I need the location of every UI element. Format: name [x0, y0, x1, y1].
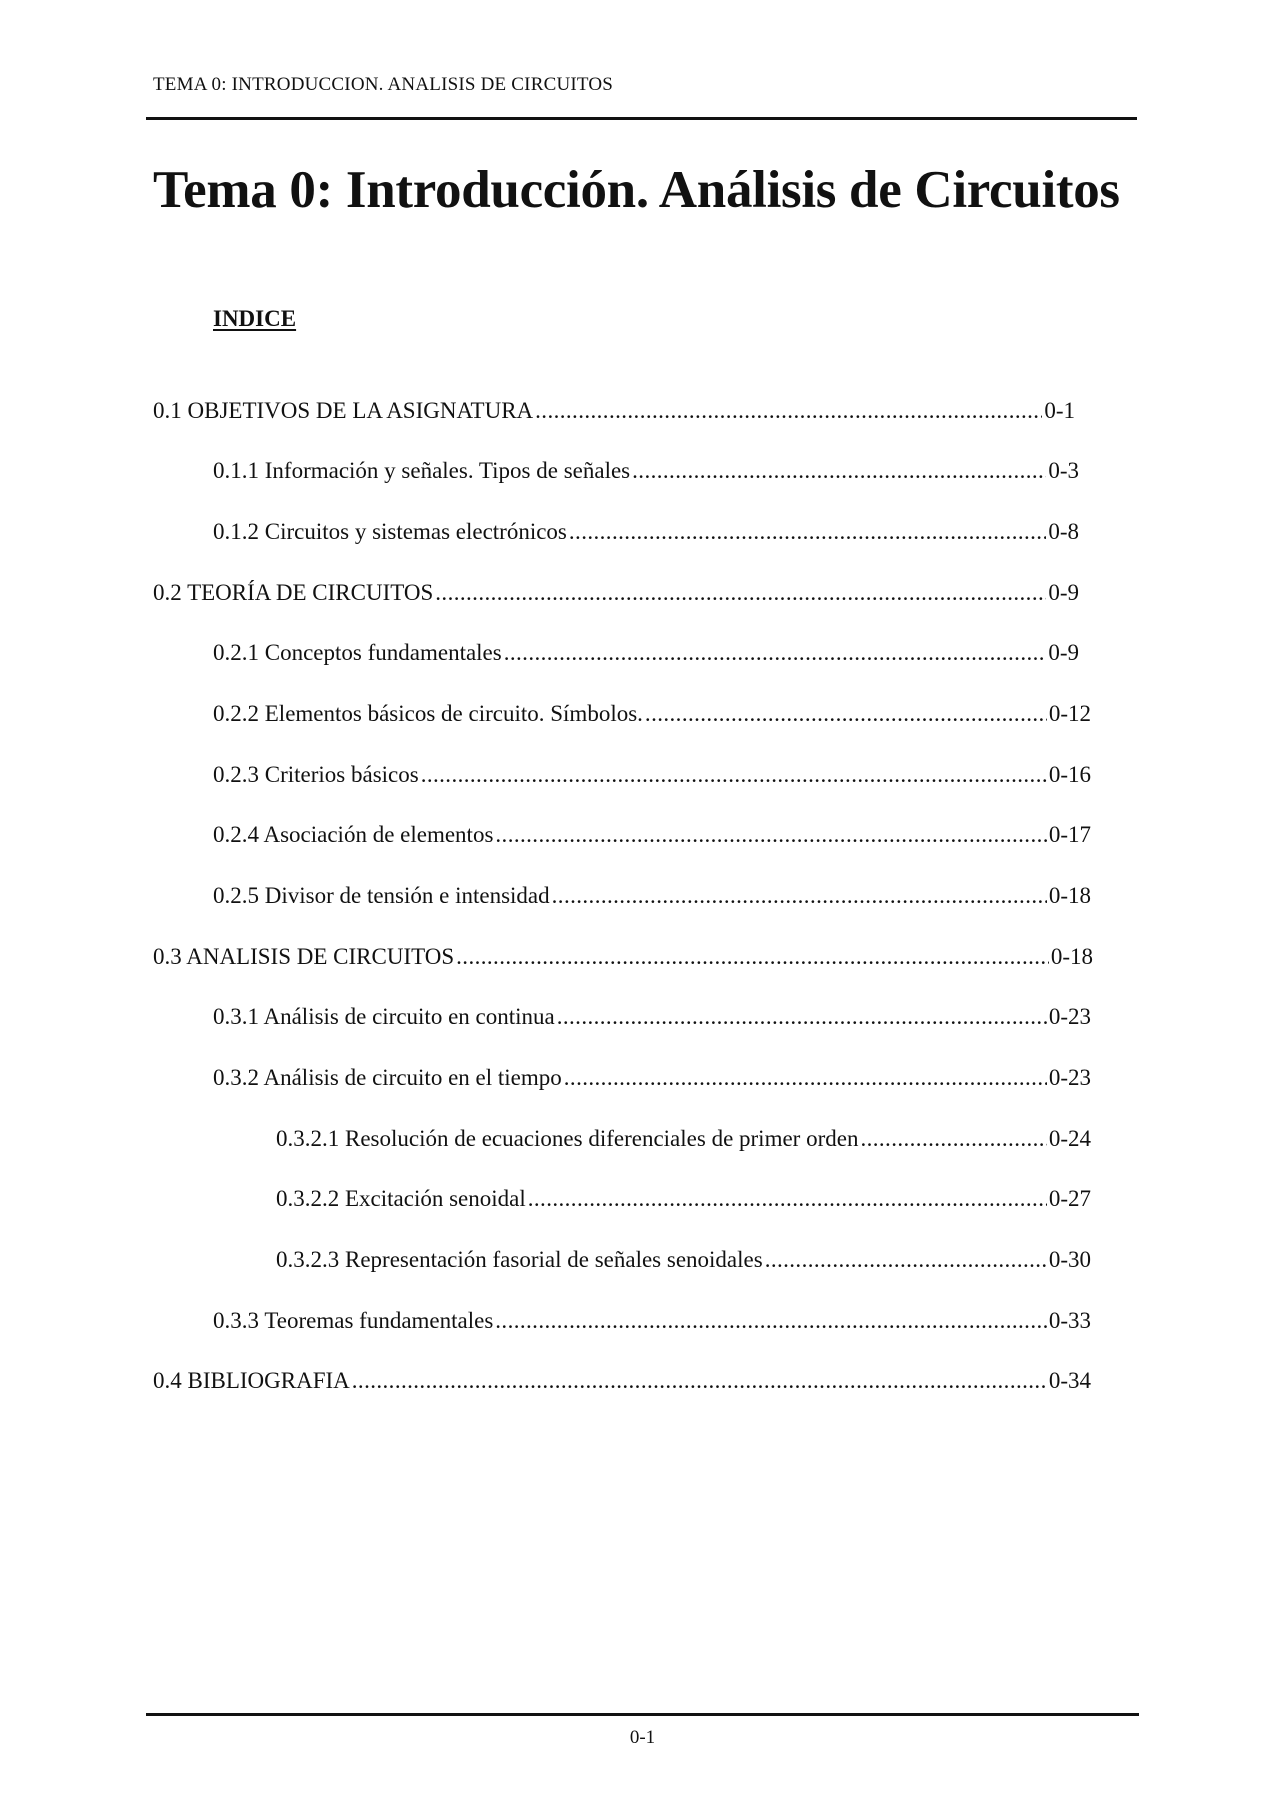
toc-entry-label: 0.3.2.3 Representación fasorial de señales senoidales	[276, 1247, 763, 1272]
page-number: 0-1	[629, 1727, 656, 1748]
toc-entry-0-2-2[interactable]	[213, 701, 1091, 727]
toc-entry-label: 0.1.2 Circuitos y sistemas electrónicos	[213, 519, 567, 544]
toc-entry-page: 0-12	[1048, 701, 1091, 726]
toc-entry-0-3-2[interactable]	[213, 1065, 1091, 1091]
toc-entry-label: 0.3.2 Análisis de circuito en el tiempo	[213, 1065, 562, 1090]
toc-entry-page: 0-23	[1048, 1065, 1091, 1090]
toc-entry-page: 0-16	[1048, 762, 1091, 787]
toc-entry-0-1-2[interactable]	[213, 519, 1079, 545]
toc-entry-label: 0.3.2.2 Excitación senoidal	[276, 1186, 526, 1211]
toc-dot-leader	[569, 519, 1046, 545]
toc-entry-label: 0.2 TEORÍA DE CIRCUITOS	[153, 580, 434, 605]
toc-entry-label: 0.3.3 Teoremas fundamentales	[213, 1308, 494, 1333]
toc-dot-leader	[352, 1368, 1047, 1394]
toc-dot-leader	[435, 580, 1046, 606]
toc-entry-label: 0.2.2 Elementos básicos de circuito. Símbolos.	[213, 701, 643, 726]
toc-entry-label: 0.3 ANALISIS DE CIRCUITOS	[153, 944, 455, 969]
toc-entry-label: 0.3.2.1 Resolución de ecuaciones diferenciales de primer orden	[276, 1126, 859, 1151]
toc-dot-leader	[552, 883, 1047, 909]
toc-dot-leader	[495, 822, 1046, 848]
toc-entry-0-3[interactable]	[153, 944, 1093, 970]
toc-entry-label: 0.3.1 Análisis de circuito en continua	[213, 1004, 555, 1029]
toc-entry-page: 0-27	[1048, 1186, 1091, 1211]
toc-entry-0-2[interactable]	[153, 580, 1079, 606]
toc-entry-0-4[interactable]	[153, 1368, 1091, 1394]
toc-dot-leader	[504, 640, 1047, 666]
toc-entry-0-2-5[interactable]	[213, 883, 1091, 909]
toc-entry-0-3-1[interactable]	[213, 1004, 1091, 1030]
toc-entry-page: 0-34	[1048, 1368, 1091, 1393]
toc-entry-0-2-3[interactable]	[213, 762, 1091, 788]
toc-dot-leader	[535, 398, 1042, 424]
toc-dot-leader	[495, 1308, 1047, 1334]
toc-entry-page: 0-1	[1044, 398, 1075, 423]
toc-entry-label: 0.1.1 Información y señales. Tipos de señales	[213, 458, 631, 483]
toc-entry-label: 0.2.5 Divisor de tensión e intensidad	[213, 883, 550, 908]
footer-rule	[146, 1713, 1139, 1716]
toc-dot-leader	[632, 458, 1046, 484]
toc-entry-page: 0-23	[1048, 1004, 1091, 1029]
toc-entry-page: 0-17	[1048, 822, 1091, 847]
toc-entry-page: 0-18	[1050, 944, 1093, 969]
toc-entry-label: 0.2.4 Asociación de elementos	[213, 822, 494, 847]
toc-dot-leader	[564, 1065, 1047, 1091]
toc-entry-0-1[interactable]	[153, 398, 1075, 424]
toc-entry-page: 0-33	[1048, 1308, 1091, 1333]
toc-dot-leader	[528, 1186, 1047, 1212]
toc-entry-label: 0.1 OBJETIVOS DE LA ASIGNATURA	[153, 398, 534, 423]
toc-dot-leader	[860, 1126, 1046, 1152]
toc-entry-page: 0-8	[1048, 519, 1079, 544]
toc-dot-leader	[456, 944, 1049, 970]
toc-dot-leader	[645, 701, 1047, 727]
toc-entry-page: 0-24	[1048, 1126, 1091, 1151]
toc-dot-leader	[421, 762, 1047, 788]
toc-dot-leader	[557, 1004, 1047, 1030]
toc-entry-label: 0.2.3 Criterios básicos	[213, 762, 419, 787]
index-heading: INDICE	[213, 306, 297, 331]
toc-entry-0-3-2-1[interactable]	[276, 1126, 1091, 1152]
toc-entry-0-3-2-2[interactable]	[276, 1186, 1091, 1212]
toc-entry-0-3-3[interactable]	[213, 1308, 1091, 1334]
toc-entry-0-2-4[interactable]	[213, 822, 1091, 848]
toc-entry-label: 0.2.1 Conceptos fundamentales	[213, 640, 502, 665]
toc-entry-0-3-2-3[interactable]	[276, 1247, 1091, 1273]
toc-dot-leader	[765, 1247, 1047, 1273]
toc-entry-page: 0-3	[1048, 458, 1079, 483]
toc-entry-0-1-1[interactable]	[213, 458, 1079, 484]
toc-entry-page: 0-30	[1048, 1247, 1091, 1272]
toc-entry-0-2-1[interactable]	[213, 640, 1079, 666]
toc-entry-page: 0-9	[1048, 640, 1079, 665]
page-title: Tema 0: Introducción. Análisis de Circuitos	[153, 161, 1120, 219]
running-header: TEMA 0: INTRODUCCION. ANALISIS DE CIRCUITOS	[153, 74, 614, 95]
toc-entry-label: 0.4 BIBLIOGRAFIA	[153, 1368, 350, 1393]
toc-entry-page: 0-18	[1048, 883, 1091, 908]
toc-entry-page: 0-9	[1048, 580, 1079, 605]
